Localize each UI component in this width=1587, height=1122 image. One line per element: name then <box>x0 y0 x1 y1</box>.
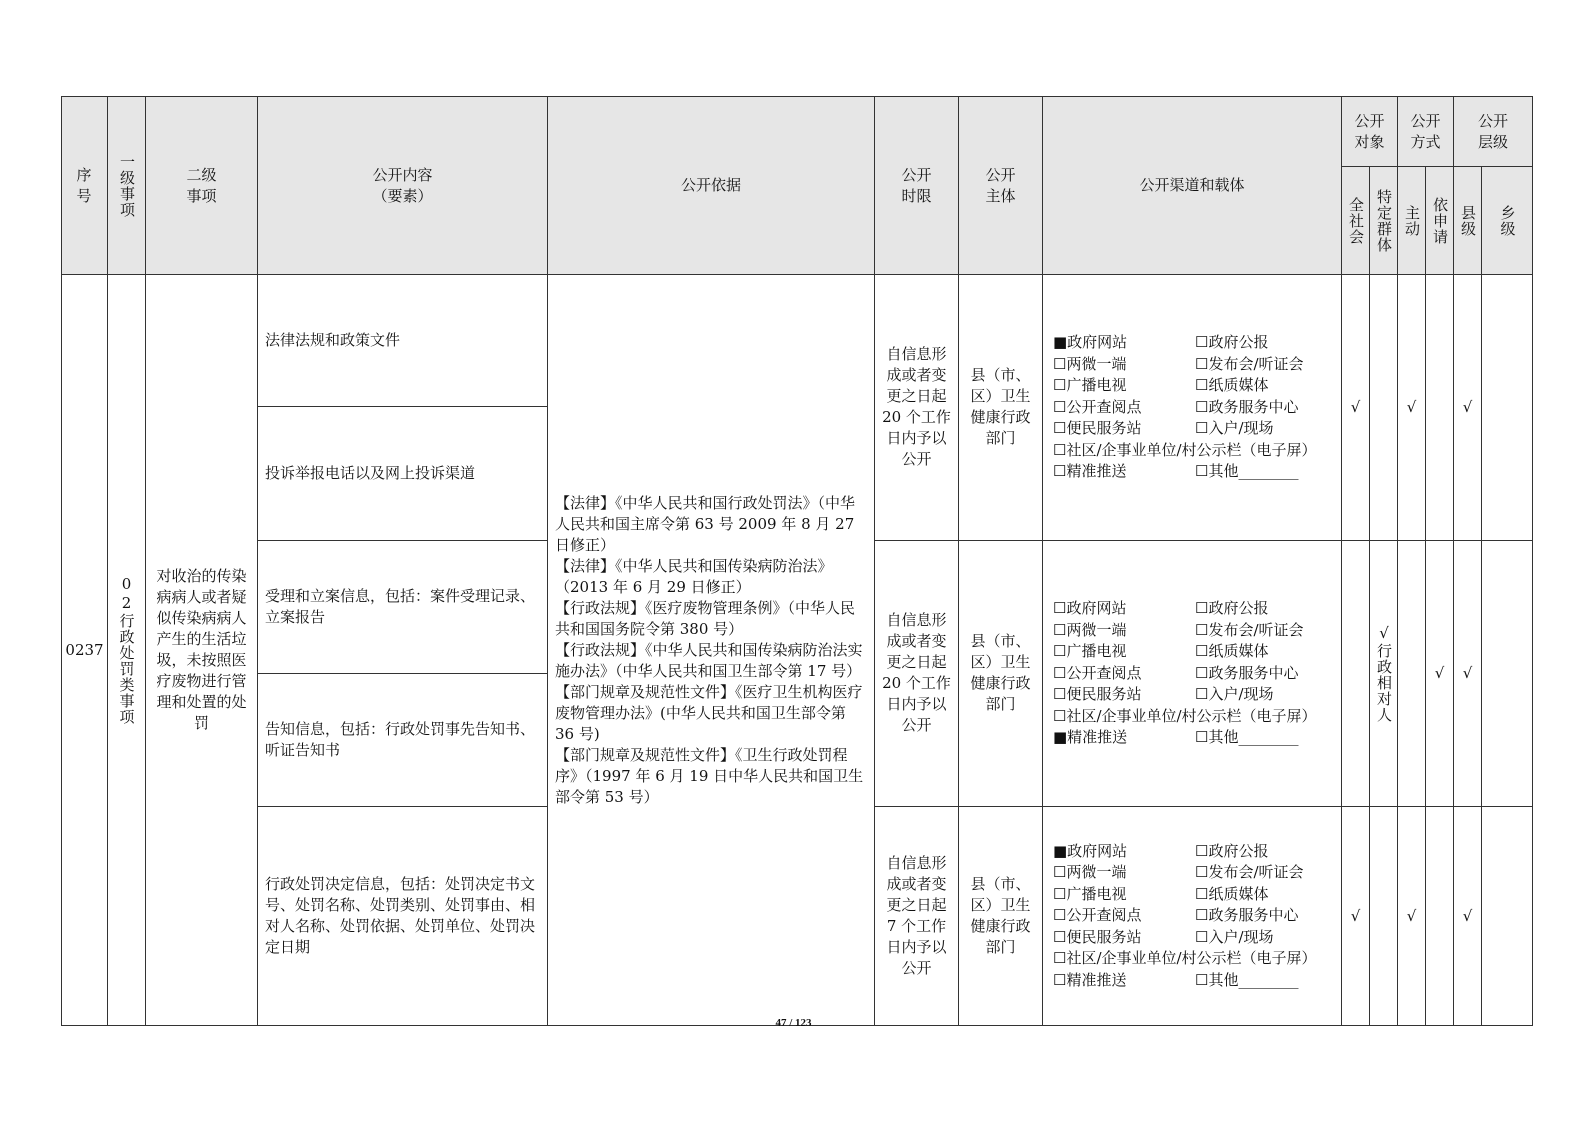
channel-option: ☐入户/现场 <box>1195 927 1274 946</box>
header-specific-group: 特定群体 <box>1370 167 1398 275</box>
channel-option: ■政府网站 <box>1053 841 1128 860</box>
channel-option: ☐两微一端 <box>1053 620 1127 639</box>
header-all-society: 全社会 <box>1342 167 1370 275</box>
channel-option: ☐政务服务中心 <box>1195 906 1299 925</box>
basis-item: 【法律】《中华人民共和国传染病防治法》（2013 年 6 月 29 日修正） <box>555 556 833 596</box>
basis-item: 【行政法规】《中华人民共和国传染病防治法实施办法》（中华人民共和国卫生部令第 17 号） <box>555 640 863 680</box>
channel-option: ☐便民服务站 <box>1053 419 1142 438</box>
channel-option: ☐社区/企事业单位/村公示栏（电子屏） <box>1053 706 1317 725</box>
content-item: 投诉举报电话以及网上投诉渠道 <box>258 407 548 540</box>
basis-item: 【法律】《中华人民共和国行政处罚法》（中华人民共和国主席令第 63 号 2009 年 8 月 27 日修正） <box>555 493 856 554</box>
channel-option: ☐两微一端 <box>1053 863 1127 882</box>
check-township <box>1482 540 1533 807</box>
check-specific-group <box>1370 807 1398 1026</box>
header-active: 主动 <box>1398 167 1426 275</box>
header-subject: 公开 主体 <box>959 97 1043 275</box>
channel-option: ☐广播电视 <box>1053 642 1127 661</box>
channel-option: ☐纸质媒体 <box>1195 642 1269 661</box>
channel-option: ☐社区/企事业单位/村公示栏（电子屏） <box>1053 440 1317 459</box>
check-all-society: √ <box>1342 275 1370 541</box>
content-item: 行政处罚决定信息，包括：处罚决定书文号、处罚名称、处罚类别、处罚事由、相对人名称、处罚依据、处罚单位、处罚决定日期 <box>258 807 548 1026</box>
header-deadline: 公开 时限 <box>875 97 959 275</box>
basis-list <box>548 275 875 1026</box>
check-on-request <box>1426 807 1454 1026</box>
channel-option: ☐政府公报 <box>1195 599 1269 618</box>
check-township <box>1482 275 1533 541</box>
check-on-request: √ <box>1426 540 1454 807</box>
content-item: 法律法规和政策文件 <box>258 275 548 407</box>
channel-option: ☐其他________ <box>1195 462 1299 481</box>
channel-option: ☐政府网站 <box>1053 599 1127 618</box>
channel-option: ☐其他________ <box>1195 728 1299 747</box>
basis-item: 【部门规章及规范性文件】《医疗卫生机构医疗废物管理办法》(中华人民共和国卫生部令第 36 号) <box>555 682 863 743</box>
header-channel: 公开渠道和载体 <box>1043 97 1342 275</box>
page-number: 47 / 123 <box>775 1017 812 1029</box>
check-specific-group <box>1370 275 1398 541</box>
channel-list <box>1043 275 1342 541</box>
channel-option: ☐公开查阅点 <box>1053 906 1142 925</box>
channel-option: ☐政府公报 <box>1195 841 1269 860</box>
channel-option: ☐政务服务中心 <box>1195 663 1299 682</box>
header-seq: 序 号 <box>62 97 108 275</box>
header-on-request: 依申请 <box>1426 167 1454 275</box>
channel-option: ☐发布会/听证会 <box>1195 354 1304 373</box>
subject: 县（市、区）卫生健康行政部门 <box>959 540 1043 807</box>
disclosure-table <box>61 96 1533 1026</box>
channel-list <box>1043 807 1342 1026</box>
check-township <box>1482 807 1533 1026</box>
channel-option: ■精准推送 <box>1053 728 1128 747</box>
channel-option: ☐其他________ <box>1195 970 1299 989</box>
deadline: 自信息形成或者变更之日起 7 个工作日内予以公开 <box>875 807 959 1026</box>
item-level2: 对收治的传染病病人或者疑似传染病病人产生的生活垃圾，未按照医疗废物进行管理和处置的处罚 <box>146 275 258 1026</box>
content-item: 受理和立案信息，包括：案件受理记录、立案报告 <box>258 540 548 673</box>
check-on-request <box>1426 275 1454 541</box>
channel-option: ☐社区/企事业单位/村公示栏（电子屏） <box>1053 949 1317 968</box>
check-county: √ <box>1454 807 1482 1026</box>
channel-option: ☐广播电视 <box>1053 376 1127 395</box>
channel-option: ☐精准推送 <box>1053 462 1127 481</box>
channel-option: ☐精准推送 <box>1053 970 1127 989</box>
header-level: 公开 层级 <box>1454 97 1533 167</box>
channel-option: ☐政府公报 <box>1195 333 1269 352</box>
channel-option: ☐政务服务中心 <box>1195 397 1299 416</box>
header-level2: 二级 事项 <box>146 97 258 275</box>
header-county: 县级 <box>1454 167 1482 275</box>
channel-option: ☐公开查阅点 <box>1053 397 1142 416</box>
channel-option: ☐纸质媒体 <box>1195 884 1269 903</box>
channel-option: ☐入户/现场 <box>1195 419 1274 438</box>
channel-option: ☐两微一端 <box>1053 354 1127 373</box>
check-specific-group: √行政相对人 <box>1370 540 1398 807</box>
channel-option: ☐便民服务站 <box>1053 685 1142 704</box>
channel-option: ☐广播电视 <box>1053 884 1127 903</box>
subject: 县（市、区）卫生健康行政部门 <box>959 275 1043 541</box>
deadline: 自信息形成或者变更之日起 20 个工作日内予以公开 <box>875 275 959 541</box>
channel-option: ☐发布会/听证会 <box>1195 620 1304 639</box>
header-township: 乡级 <box>1482 167 1533 275</box>
channel-list <box>1043 540 1342 807</box>
header-basis: 公开依据 <box>548 97 875 275</box>
header-method: 公开 方式 <box>1398 97 1454 167</box>
check-all-society: √ <box>1342 807 1370 1026</box>
item-seq: 0237 <box>62 275 108 1026</box>
header-content: 公开内容 （要素） <box>258 97 548 275</box>
basis-item: 【行政法规】《医疗废物管理条例》（中华人民共和国国务院令第 380 号） <box>555 598 856 638</box>
header-target: 公开 对象 <box>1342 97 1398 167</box>
item-level1: 02行政处罚类事项 <box>108 275 146 1026</box>
channel-option: ■政府网站 <box>1053 333 1128 352</box>
check-county: √ <box>1454 540 1482 807</box>
subject: 县（市、区）卫生健康行政部门 <box>959 807 1043 1026</box>
basis-item: 【部门规章及规范性文件】《卫生行政处罚程序》（1997 年 6 月 19 日中华人民共和国卫生部令第 53 号） <box>555 745 864 806</box>
check-active <box>1398 540 1426 807</box>
check-active: √ <box>1398 275 1426 541</box>
header-level1: 一级事项 <box>108 97 146 275</box>
channel-option: ☐发布会/听证会 <box>1195 863 1304 882</box>
channel-option: ☐公开查阅点 <box>1053 663 1142 682</box>
content-item: 告知信息，包括：行政处罚事先告知书、听证告知书 <box>258 673 548 806</box>
deadline: 自信息形成或者变更之日起 20 个工作日内予以公开 <box>875 540 959 807</box>
channel-option: ☐纸质媒体 <box>1195 376 1269 395</box>
channel-option: ☐入户/现场 <box>1195 685 1274 704</box>
check-county: √ <box>1454 275 1482 541</box>
check-active: √ <box>1398 807 1426 1026</box>
channel-option: ☐便民服务站 <box>1053 927 1142 946</box>
check-all-society <box>1342 540 1370 807</box>
